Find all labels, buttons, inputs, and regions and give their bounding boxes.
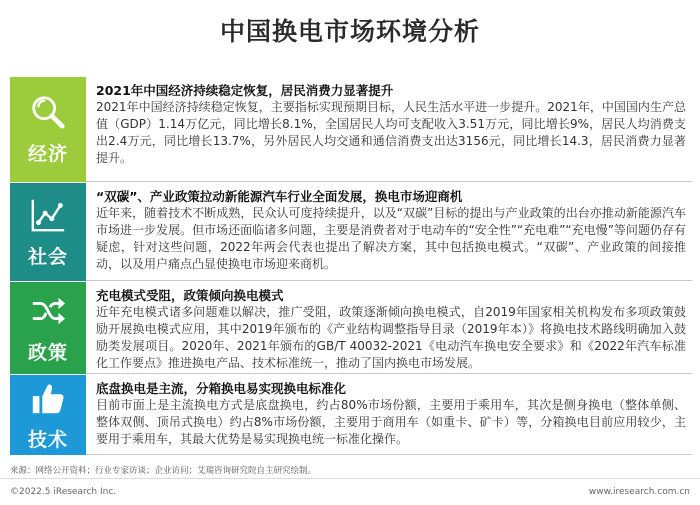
section-label: 经济 bbox=[27, 143, 68, 165]
section-label: 政策 bbox=[27, 341, 68, 364]
section-heading: 底盘换电是主流，分箱换电易实现换电标准化 bbox=[96, 381, 347, 396]
section-society bbox=[10, 183, 692, 281]
section-tag-policy bbox=[10, 282, 86, 374]
section-technology bbox=[10, 375, 692, 455]
section-heading: 充电模式受阻，政策倾向换电模式 bbox=[96, 288, 284, 303]
section-text: 2021年中国经济持续稳定恢复，主要指标实现预期目标，人民生活水平进一步提升。2021年，中国国内生产总值（GDP）1.14万亿元，同比增长8.1%，全国居民人均可支配收入3.51万元，同比增长9%，居民人均消费支出2.4万元，同比增长13.7%，另外居民人均交通和通信消费支出达3156元，同比增长14.3，居民消费力显著提升。 bbox=[96, 100, 686, 165]
trend-chart-icon bbox=[29, 196, 67, 234]
section-tag-society bbox=[10, 183, 86, 281]
section-body bbox=[86, 183, 692, 281]
section-text: 目前市面上是主流换电方式是底盘换电，约占80%市场份额，主要用于乘用车，其次是侧身换电（整体单侧、整体双侧、顶吊式换电）约占8%市场份额，主要用于商用车（如重卡、矿卡）等，分箱换电目前应用较少，主要用于乘用车，其最大优势是易实现换电统一标准化操作。 bbox=[96, 398, 686, 446]
section-tag-economy bbox=[10, 77, 86, 182]
section-text: 近年充电模式诸多问题难以解决，推广受阻，政策逐渐倾向换电模式，自2019年国家相关机构发布多项政策鼓励开展换电模式应用，其中2019年颁布的《产业结构调整指导目录（2019年本）》将换电技术路线明确加入鼓励类发展项目。2020年、2021年颁布的GB/T 40032-2021《电动汽车换电安全要求》和《2022年汽车标准化工作要点》推进换电产品、技术标准统一，推动了国内换电市场发展。 bbox=[96, 305, 686, 370]
source-note: 来源：网络公开资料；行业专家访谈；企业访问；艾瑞咨询研究院自主研究绘制。 bbox=[10, 466, 317, 476]
copyright: ©2022.5 iResearch Inc. bbox=[10, 487, 117, 497]
section-economy bbox=[10, 77, 692, 182]
section-label: 技术 bbox=[27, 428, 68, 451]
section-label: 社会 bbox=[27, 245, 68, 268]
section-policy bbox=[10, 282, 692, 374]
page-title: 中国换电市场环境分析 bbox=[219, 17, 480, 46]
section-body bbox=[86, 282, 692, 374]
section-text: 近年来，随着技术不断成熟，民众认可度持续提升，以及“双碳”目标的提出与产业政策的出台亦推动新能源汽车市场进一步发展。但市场还面临诸多问题，主要是消费者对于电动车的“安全性”“充电难”“充电慢”等问题仍存有疑虑，针对这些问题，2022年两会代表也提出了解决方案，其中包括换电模式。“双碳”、产业政策的间接推动，以及用户痛点凸显使换电市场迎来商机。 bbox=[96, 206, 686, 271]
section-heading: 2021年中国经济持续稳定恢复，居民消费力显著提升 bbox=[96, 83, 394, 98]
section-body bbox=[86, 375, 692, 455]
section-tag-technology bbox=[10, 375, 86, 455]
shuffle-arrows-icon bbox=[29, 292, 67, 330]
magnifier-icon bbox=[29, 93, 67, 131]
section-body bbox=[86, 77, 692, 182]
thumbs-up-icon bbox=[29, 379, 67, 417]
section-heading: “双碳”、产业政策拉动新能源汽车行业全面发展，换电市场迎商机 bbox=[96, 189, 463, 204]
website-url: www.iresearch.com.cn bbox=[588, 487, 690, 497]
footer-divider bbox=[0, 478, 700, 479]
